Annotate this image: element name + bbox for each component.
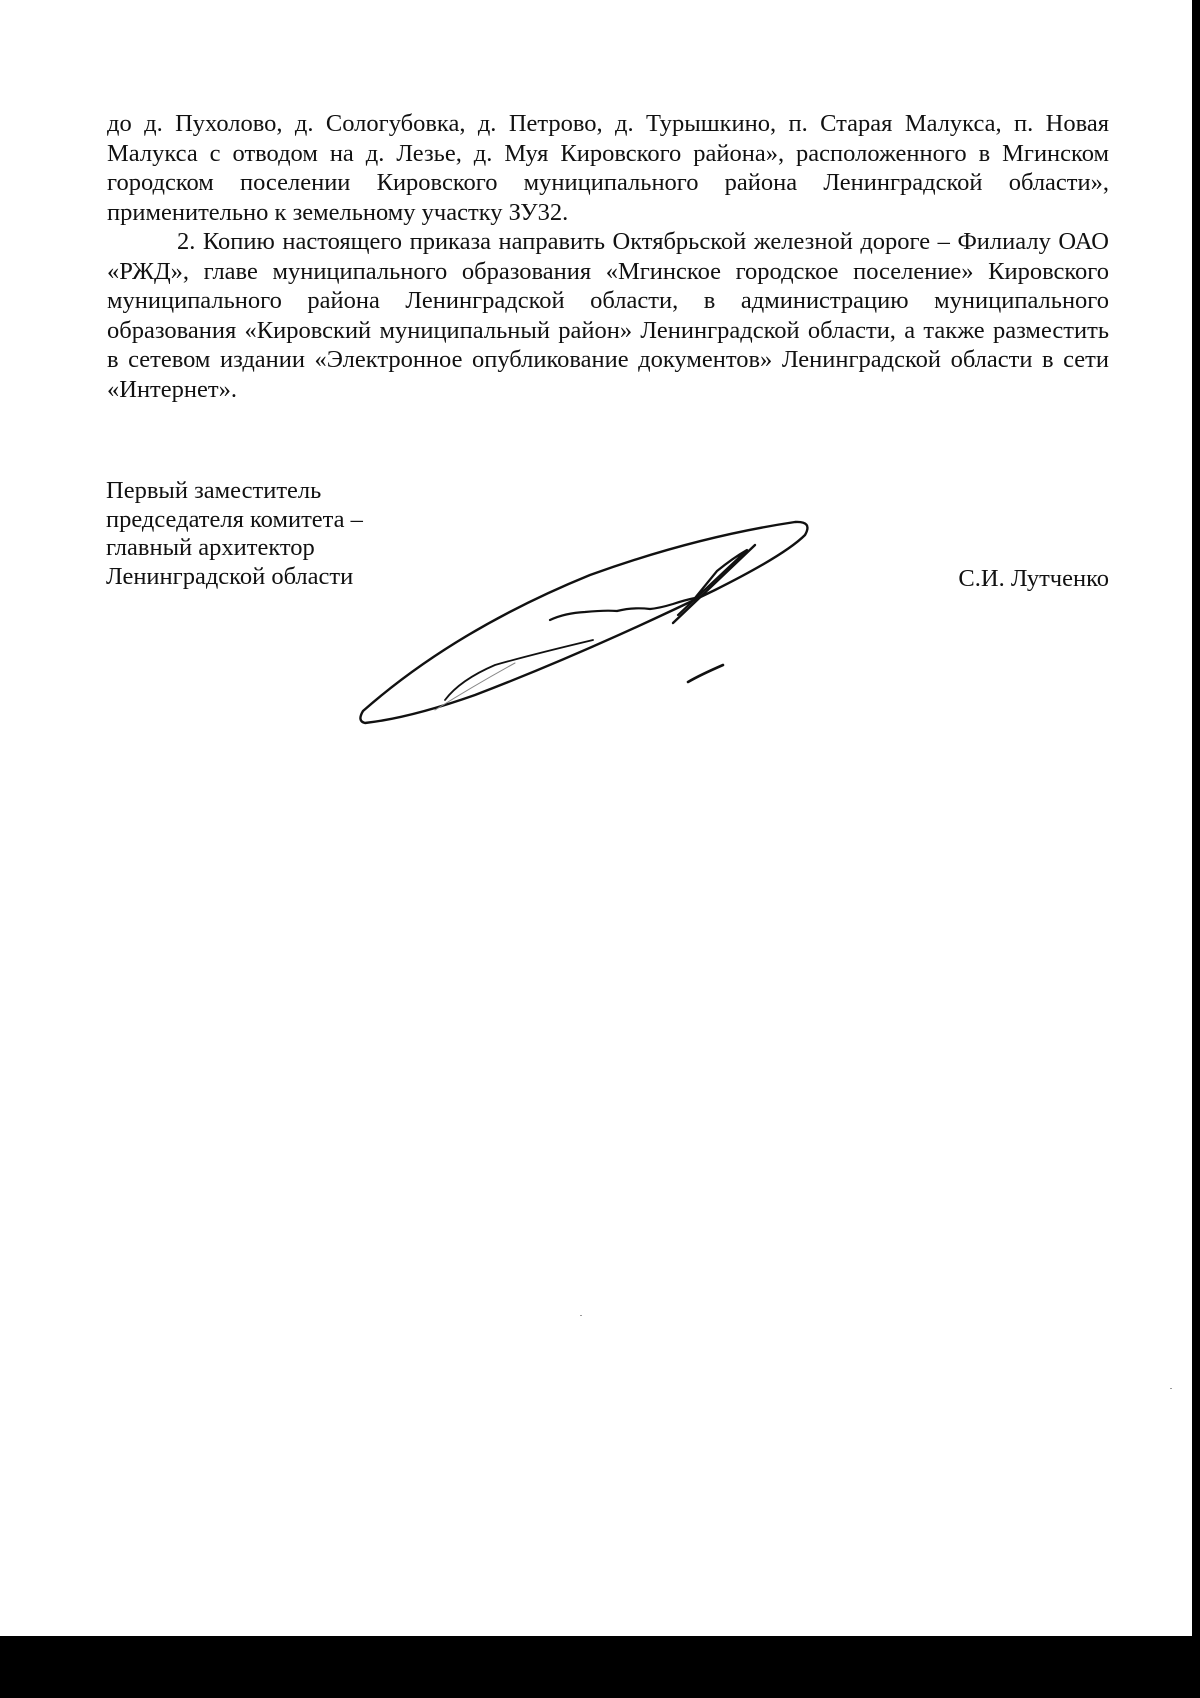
scan-right-edge <box>1192 0 1200 1698</box>
signature-loop-stroke <box>360 522 807 723</box>
body-paragraph-continuation: до д. Пухолово, д. Сологубовка, д. Петрово, д. Турышкино, п. Старая Малукса, п. Новая Малукса с отводом на д. Лезье, д. Муя Кировского района», расположенного в Мгинском городском поселении Кировского муниципального района Ленинградской области», применительно к земельному участку ЗУ32. <box>107 110 1109 226</box>
document-body <box>107 109 1109 404</box>
signature-diagonal-stroke <box>673 545 755 623</box>
handwritten-signature <box>355 515 820 735</box>
signatory-title-line-3: главный архитектор <box>106 534 315 561</box>
body-paragraph-2: 2. Копию настоящего приказа направить Октябрьской железной дороге – Филиалу ОАО «РЖД», главе муниципального образования «Мгинское городское поселение» Кировского муниципального района Ленинградской области, в администрацию муниципального образования «Кировский муниципальный район» Ленинградской области, а также разместить в сетевом издании «Электронное опубликование документов» Ленинградской области в сети «Интернет». <box>107 228 1109 403</box>
signatory-title-line-4: Ленинградской области <box>106 562 354 590</box>
signature-scribble-stroke <box>550 550 747 620</box>
signature-inner-stroke <box>445 640 593 700</box>
signature-dash-stroke <box>688 665 723 682</box>
signer-name: С.И. Лутченко <box>958 565 1109 592</box>
scan-speck <box>1170 1388 1172 1389</box>
signatory-title-line-2: председателя комитета – <box>106 505 363 533</box>
signatory-title-line-1: Первый заместитель <box>106 477 322 504</box>
signature-faint-stroke <box>435 663 515 710</box>
scan-bottom-band <box>0 1636 1200 1698</box>
scan-speck <box>580 1315 582 1316</box>
